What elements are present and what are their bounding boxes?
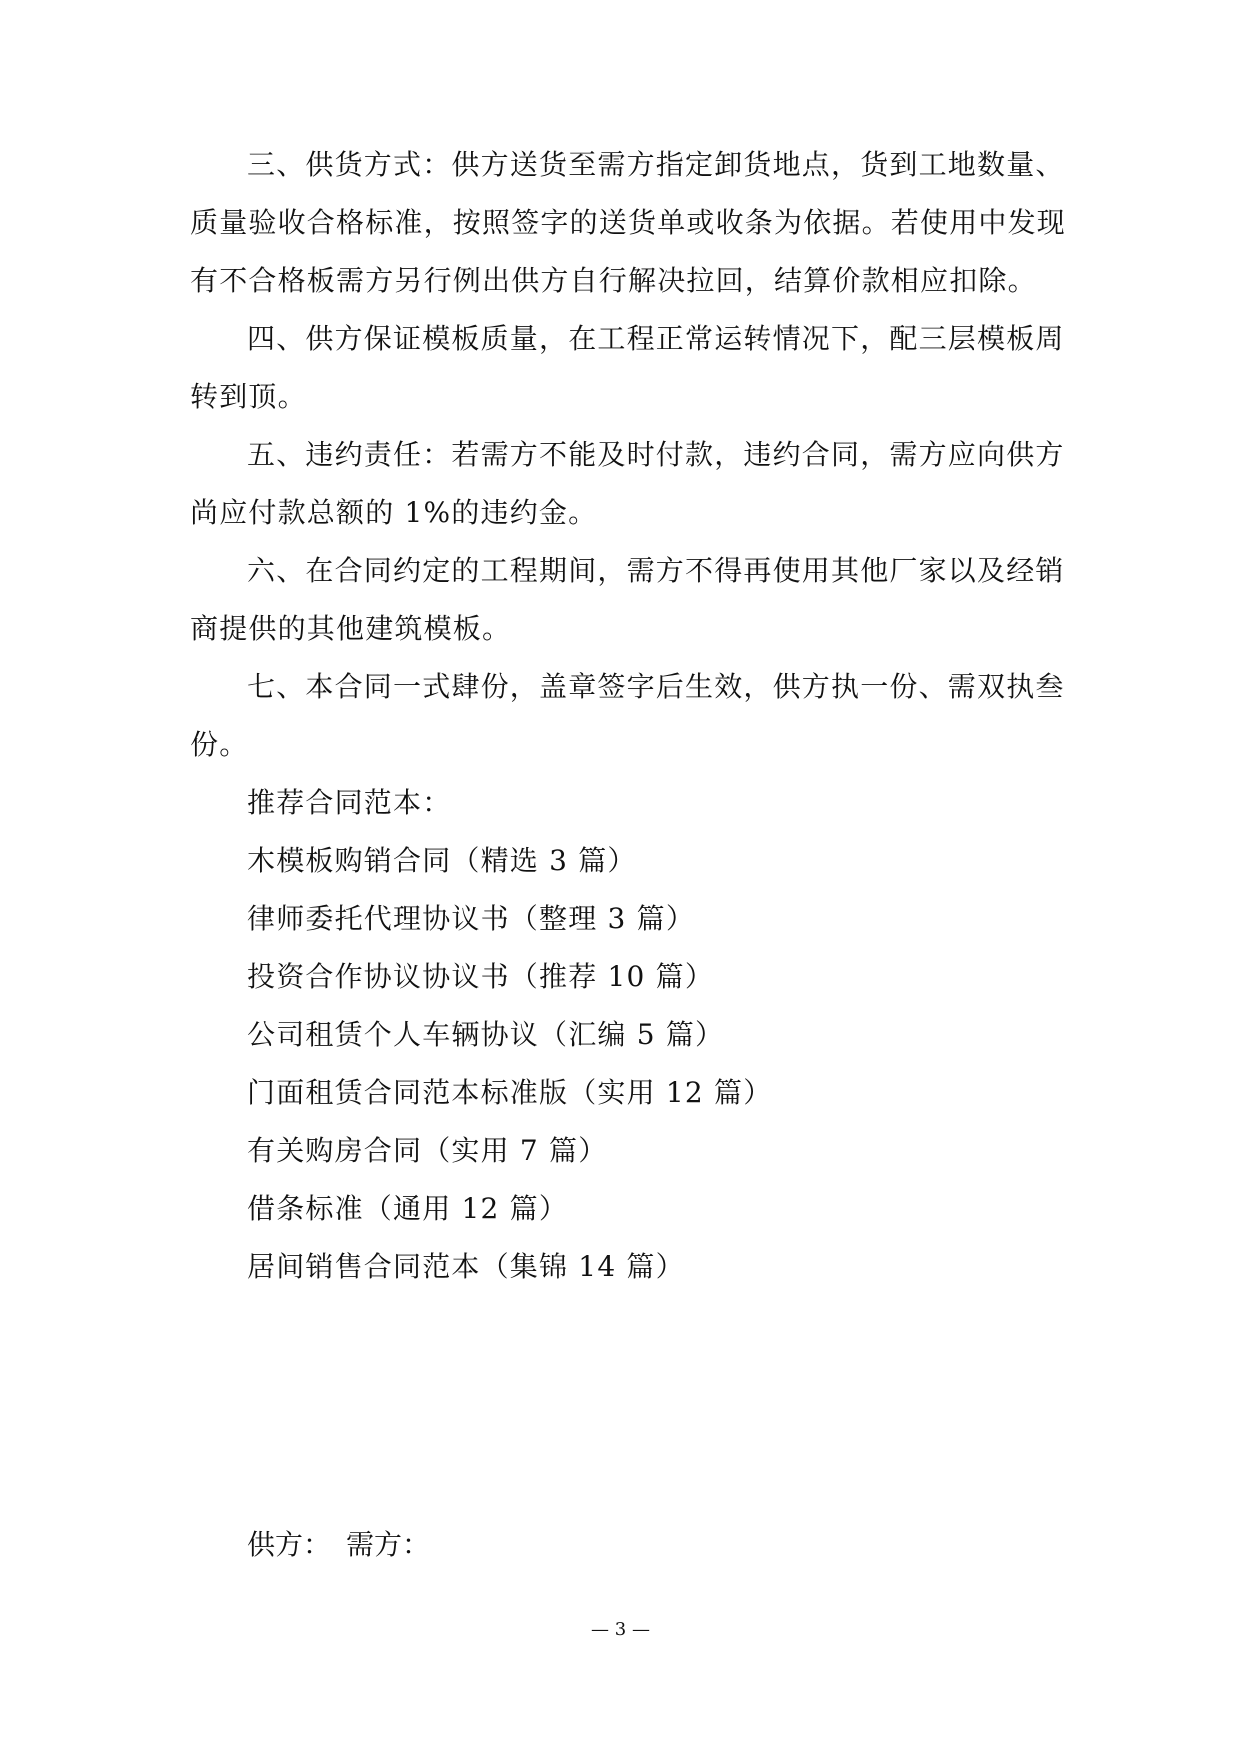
recommended-item[interactable]: 门面租赁合同范本标准版（实用 12 篇） [247,1076,773,1109]
clause-4-line-2: 转到顶。 [190,380,307,413]
clause-5-line-2: 尚应付款总额的 1%的违约金。 [190,496,598,529]
recommended-heading: 推荐合同范本： [247,786,452,819]
recommended-item[interactable]: 公司租赁个人车辆协议（汇编 5 篇） [247,1018,725,1051]
recommended-item[interactable]: 木模板购销合同（精选 3 篇） [247,844,637,877]
clause-7-line-2: 份。 [190,728,249,761]
buyer-signature-label: 需方： [346,1528,431,1561]
clause-3-line-1: 三、供货方式：供方送货至需方指定卸货地点，货到工地数量、 [247,148,1065,181]
clause-4-line-1: 四、供方保证模板质量，在工程正常运转情况下，配三层模板周 [247,322,1065,355]
clause-6-line-1: 六、在合同约定的工程期间，需方不得再使用其他厂家以及经销 [247,554,1065,587]
clause-3-line-3: 有不合格板需方另行例出供方自行解决拉回，结算价款相应扣除。 [190,264,1037,297]
clause-7-line-1: 七、本合同一式肆份，盖章签字后生效，供方执一份、需双执叁 [247,670,1065,703]
recommended-item[interactable]: 投资合作协议协议书（推荐 10 篇） [247,960,715,993]
clause-6-line-2: 商提供的其他建筑模板。 [190,612,512,645]
recommended-item[interactable]: 居间销售合同范本（集锦 14 篇） [247,1250,685,1283]
clause-5-line-1: 五、违约责任：若需方不能及时付款，违约合同，需方应向供方 [247,438,1065,471]
clause-3-line-2: 质量验收合格标准，按照签字的送货单或收条为依据。若使用中发现 [190,206,1067,239]
recommended-item[interactable]: 借条标准（通用 12 篇） [247,1192,569,1225]
recommended-item[interactable]: 律师委托代理协议书（整理 3 篇） [247,902,696,935]
supplier-signature-label: 供方： [247,1528,332,1561]
recommended-item[interactable]: 有关购房合同（实用 7 篇） [247,1134,608,1167]
page-number: — 3 — [591,1619,650,1640]
